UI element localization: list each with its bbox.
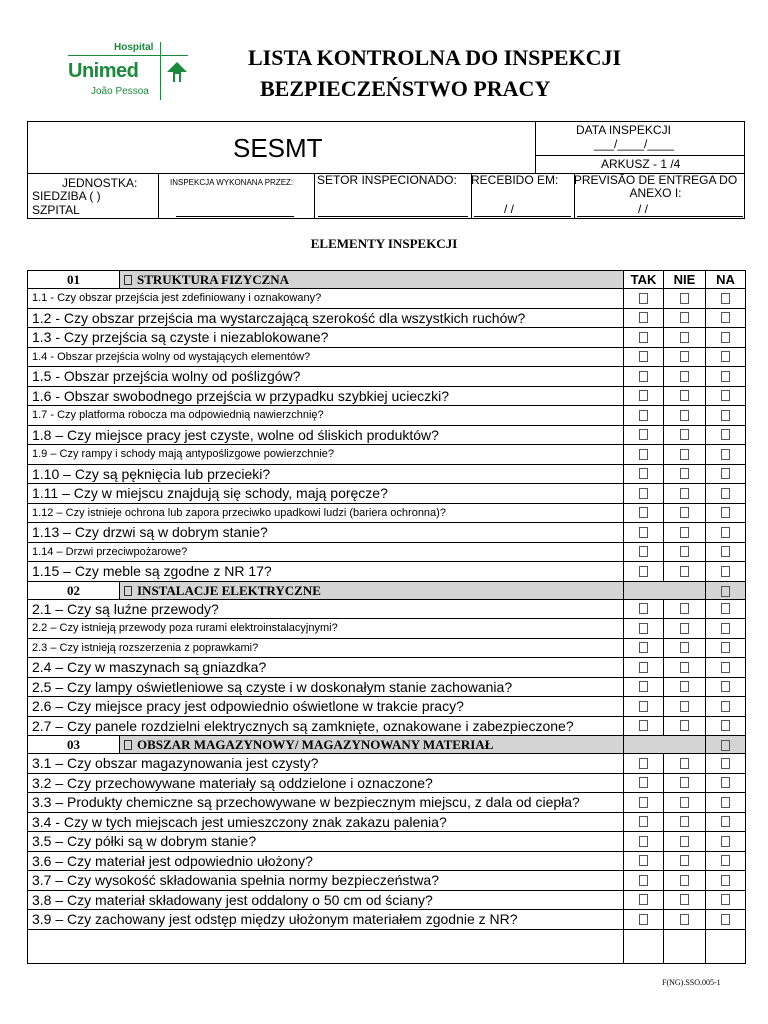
answer-nie-checkbox[interactable] [680,894,689,905]
question-text: 1.15 – Czy meble są zgodne z NR 17? [28,562,624,582]
section-header-row [28,736,746,754]
document-title-line2: BEZPIECZEŃSTWO PRACY [260,76,551,101]
answer-tak-checkbox[interactable] [639,293,648,304]
question-row [28,367,746,387]
checkbox-glyph-icon [124,740,132,750]
question-row [28,910,746,930]
answer-nie-checkbox[interactable] [680,449,689,460]
question-text: 3.3 – Produkty chemiczne są przechowywane w bezpiecznym miejscu, z dala od ciepła? [28,793,624,813]
answer-nie-checkbox[interactable] [680,293,689,304]
answer-na-checkbox[interactable] [721,293,730,304]
question-text: 2.1 – Czy są luźne przewody? [28,599,624,619]
received-on-label: RECEBIDO EM: [471,173,559,187]
answer-nie-checkbox[interactable] [680,332,689,343]
section-na-checkbox[interactable] [721,586,730,597]
answer-tak-checkbox[interactable] [639,855,648,866]
answer-nie-checkbox[interactable] [680,312,689,323]
answer-nie-checkbox[interactable] [680,875,689,886]
answer-tak-checkbox[interactable] [639,371,648,382]
section-number: 03 [28,736,120,753]
question-text: 1.12 – Czy istnieje ochrona lub zapora przeciwko upadkowi ludzi (bariera ochronna)? [28,503,624,523]
answer-na-checkbox[interactable] [721,527,730,538]
answer-tak-checkbox[interactable] [639,623,648,634]
answer-nie-checkbox[interactable] [680,797,689,808]
section-na-checkbox[interactable] [721,740,730,751]
logo-hospital-text: Hospital [114,42,154,53]
unimed-tree-icon [166,62,188,82]
annex-delivery-date[interactable]: / / [638,202,649,216]
question-text: 3.9 – Czy zachowany jest odstęp między ułożonym materiałem zgodnie z NR? [28,910,624,930]
question-text: 1.3 - Czy przejścia są czyste i niezablokowane? [28,328,624,348]
question-text: 1.7 - Czy platforma robocza ma odpowiednią nawierzchnię? [28,406,624,426]
question-row [28,871,746,891]
answer-nie-checkbox[interactable] [680,488,689,499]
question-text: 2.4 – Czy w maszynach są gniazdka? [28,658,624,678]
question-row [28,658,746,678]
section-label: STRUKTURA FIZYCZNA [137,272,290,287]
answer-nie-checkbox[interactable] [680,390,689,401]
answer-nie-checkbox[interactable] [680,351,689,362]
answer-na-checkbox[interactable] [721,816,730,827]
question-row [28,289,746,309]
answer-nie-checkbox[interactable] [680,642,689,653]
answer-nie-checkbox[interactable] [680,855,689,866]
question-row [28,754,746,774]
question-row [28,697,746,717]
question-text: 3.2 – Czy przechowywane materiały są oddzielone i oznaczone? [28,773,624,793]
header-box [27,121,745,219]
question-row [28,716,746,736]
received-on-date[interactable]: / / [504,202,515,216]
answer-na-checkbox[interactable] [721,701,730,712]
answer-tak-checkbox[interactable] [639,642,648,653]
answer-na-checkbox[interactable] [721,777,730,788]
question-row [28,619,746,639]
logo-brand-text: Unimed [68,60,139,82]
question-row [28,793,746,813]
answer-na-checkbox[interactable] [721,546,730,557]
answer-na-checkbox[interactable] [721,390,730,401]
question-row [28,464,746,484]
answer-na-checkbox[interactable] [721,507,730,518]
answer-nie-checkbox[interactable] [680,410,689,421]
answer-na-checkbox[interactable] [721,914,730,925]
question-row [28,308,746,328]
column-header-na: NA [706,271,746,289]
question-text: 2.7 – Czy panele rozdzielni elektrycznych są zamknięte, oznakowane i zabezpieczone? [28,716,624,736]
answer-nie-checkbox[interactable] [680,720,689,731]
question-text: 1.14 – Drzwi przeciwpożarowe? [28,542,624,562]
answer-tak-checkbox[interactable] [639,777,648,788]
inspection-date-field[interactable]: ___/____/____ [594,137,675,151]
question-text: 2.2 – Czy istnieją przewody poza rurami elektroinstalacyjnymi? [28,619,624,639]
answer-na-checkbox[interactable] [721,603,730,614]
question-row [28,347,746,367]
question-row [28,562,746,582]
answer-na-checkbox[interactable] [721,836,730,847]
question-row [28,638,746,658]
answer-nie-checkbox[interactable] [680,546,689,557]
question-row [28,523,746,543]
answer-tak-checkbox[interactable] [639,449,648,460]
answer-na-checkbox[interactable] [721,429,730,440]
answer-tak-checkbox[interactable] [639,468,648,479]
answer-tak-checkbox[interactable] [639,894,648,905]
checkbox-glyph-icon [124,586,132,596]
hospital-logo [66,40,192,102]
answer-nie-checkbox[interactable] [680,566,689,577]
answer-nie-checkbox[interactable] [680,758,689,769]
checklist-table [27,270,746,964]
answer-tak-checkbox[interactable] [639,527,648,538]
answer-na-checkbox[interactable] [721,662,730,673]
sheet-number: ARKUSZ - 1 /4 [601,157,681,171]
answer-tak-checkbox[interactable] [639,351,648,362]
section-header-row [28,581,746,599]
answer-na-checkbox[interactable] [721,468,730,479]
question-text: 3.4 - Czy w tych miejscach jest umieszczony znak zakazu palenia? [28,812,624,832]
answer-nie-checkbox[interactable] [680,371,689,382]
answer-nie-checkbox[interactable] [680,623,689,634]
answer-nie-checkbox[interactable] [680,429,689,440]
answer-nie-checkbox[interactable] [680,507,689,518]
answer-nie-checkbox[interactable] [680,777,689,788]
section-label: OBSZAR MAGAZYNOWY/ MAGAZYNOWANY MATERIAŁ [137,737,494,752]
answer-tak-checkbox[interactable] [639,390,648,401]
question-text: 1.4 - Obszar przejścia wolny od wystających elementów? [28,347,624,367]
question-text: 1.10 – Czy są pęknięcia lub przecieki? [28,464,624,484]
answer-na-checkbox[interactable] [721,623,730,634]
answer-tak-checkbox[interactable] [639,429,648,440]
answer-tak-checkbox[interactable] [639,816,648,827]
logo-city-text: João Pessoa [91,86,149,97]
answer-na-checkbox[interactable] [721,371,730,382]
inspected-sector-label: SETOR INSPECIONADO: [317,173,457,187]
answer-tak-checkbox[interactable] [639,312,648,323]
answer-na-checkbox[interactable] [721,720,730,731]
answer-nie-checkbox[interactable] [680,681,689,692]
question-row [28,425,746,445]
annex-delivery-label: PREVISÃO DE ENTREGA DO ANEXO I: [573,173,738,200]
question-text: 1.5 - Obszar przejścia wolny od poślizgów? [28,367,624,387]
answer-nie-checkbox[interactable] [680,816,689,827]
question-row [28,851,746,871]
answer-tak-checkbox[interactable] [639,914,648,925]
document-title-line1: LISTA KONTROLNA DO INSPEKCJI [248,45,622,70]
form-code: F(NG).SSO.005-1 [662,978,721,987]
answer-tak-checkbox[interactable] [639,758,648,769]
question-row [28,386,746,406]
question-text: 1.1 - Czy obszar przejścia jest zdefiniowany i oznakowany? [28,289,624,309]
answer-tak-checkbox[interactable] [639,662,648,673]
question-row [28,890,746,910]
answer-nie-checkbox[interactable] [680,836,689,847]
section-number: 01 [28,271,120,288]
answer-na-checkbox[interactable] [721,488,730,499]
answer-tak-checkbox[interactable] [639,681,648,692]
inspection-elements-heading: ELEMENTY INSPEKCJI [310,236,458,251]
section-number: 02 [28,582,120,599]
question-text: 1.11 – Czy w miejscu znajdują się schody, mają poręcze? [28,484,624,504]
question-row [28,542,746,562]
question-text: 1.8 – Czy miejsce pracy jest czyste, wolne od śliskich produktów? [28,425,624,445]
question-text: 3.8 – Czy materiał składowany jest oddalony o 50 cm od ściany? [28,890,624,910]
answer-nie-checkbox[interactable] [680,527,689,538]
question-row [28,832,746,852]
question-text: 1.2 - Czy obszar przejścia ma wystarczającą szerokość dla wszystkich ruchów? [28,308,624,328]
question-text: 2.6 – Czy miejsce pracy jest odpowiednio oświetlone w trakcie pracy? [28,697,624,717]
hospital-label: SZPITAL [32,203,80,217]
headquarters-label: SIEDZIBA ( ) [32,189,101,203]
checkbox-glyph-icon [124,275,132,285]
question-row [28,812,746,832]
answer-na-checkbox[interactable] [721,410,730,421]
answer-tak-checkbox[interactable] [639,603,648,614]
question-row [28,484,746,504]
section-header-row [28,271,746,289]
answer-tak-checkbox[interactable] [639,410,648,421]
question-text: 2.3 – Czy istnieją rozszerzenia z poprawkami? [28,638,624,658]
question-text: 3.5 – Czy półki są w dobrym stanie? [28,832,624,852]
answer-tak-checkbox[interactable] [639,546,648,557]
question-text: 3.7 – Czy wysokość składowania spełnia normy bezpieczeństwa? [28,871,624,891]
answer-na-checkbox[interactable] [721,797,730,808]
question-text: 2.5 – Czy lampy oświetleniowe są czyste i w doskonałym stanie zachowania? [28,677,624,697]
answer-tak-checkbox[interactable] [639,701,648,712]
empty-row [28,929,746,963]
inspection-by-label: INSPEKCJA WYKONANA PRZEZ: [170,178,294,187]
answer-nie-checkbox[interactable] [680,914,689,925]
column-header-nie: NIE [664,271,706,289]
answer-tak-checkbox[interactable] [639,507,648,518]
answer-na-checkbox[interactable] [721,681,730,692]
question-row [28,773,746,793]
question-text: 3.6 – Czy materiał jest odpowiednio ułożony? [28,851,624,871]
answer-na-checkbox[interactable] [721,855,730,866]
answer-na-checkbox[interactable] [721,875,730,886]
question-text: 1.6 - Obszar swobodnego przejścia w przypadku szybkiej ucieczki? [28,386,624,406]
question-row [28,503,746,523]
answer-nie-checkbox[interactable] [680,468,689,479]
answer-nie-checkbox[interactable] [680,701,689,712]
column-header-tak: TAK [624,271,664,289]
answer-na-checkbox[interactable] [721,566,730,577]
question-row [28,445,746,465]
answer-tak-checkbox[interactable] [639,836,648,847]
answer-tak-checkbox[interactable] [639,566,648,577]
question-row [28,599,746,619]
answer-tak-checkbox[interactable] [639,797,648,808]
answer-na-checkbox[interactable] [721,312,730,323]
section-label: INSTALACJE ELEKTRYCZNE [137,582,321,598]
question-row [28,328,746,348]
question-text: 1.9 – Czy rampy i schody mają antypoślizgowe powierzchnie? [28,445,624,465]
question-text: 3.1 – Czy obszar magazynowania jest czysty? [28,754,624,774]
answer-na-checkbox[interactable] [721,449,730,460]
answer-na-checkbox[interactable] [721,642,730,653]
question-text: 1.13 – Czy drzwi są w dobrym stanie? [28,523,624,543]
answer-tak-checkbox[interactable] [639,875,648,886]
answer-na-checkbox[interactable] [721,894,730,905]
answer-na-checkbox[interactable] [721,351,730,362]
inspection-date-label: DATA INSPEKCJI [576,123,671,137]
question-row [28,677,746,697]
question-row [28,406,746,426]
answer-nie-checkbox[interactable] [680,662,689,673]
answer-tak-checkbox[interactable] [639,720,648,731]
answer-nie-checkbox[interactable] [680,603,689,614]
answer-tak-checkbox[interactable] [639,332,648,343]
sesmt-label: SESMT [233,133,323,163]
unit-label: JEDNOSTKA: [62,176,138,190]
answer-na-checkbox[interactable] [721,758,730,769]
answer-na-checkbox[interactable] [721,332,730,343]
answer-tak-checkbox[interactable] [639,488,648,499]
